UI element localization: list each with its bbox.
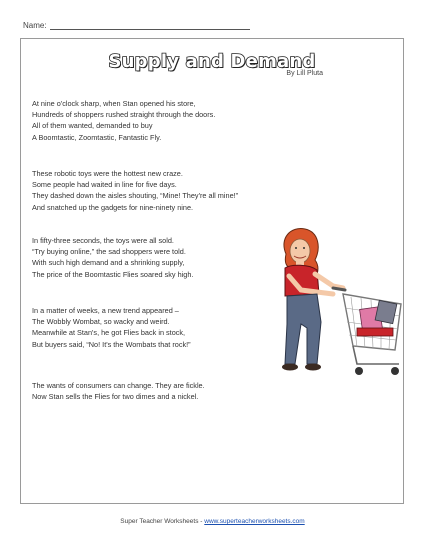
stanza-4 [32, 305, 191, 350]
woman-pushing-shopping-cart-icon [261, 224, 403, 384]
stanza-1 [32, 98, 215, 143]
poem-title: Supply and Demand [108, 51, 316, 72]
poem-line: At nine o'clock sharp, when Stan opened his store, [32, 99, 196, 108]
footer-site-name: Super Teacher Worksheets [120, 518, 199, 525]
poem-line: A Boomtastic, Zoomtastic, Fantastic Fly. [32, 132, 162, 142]
poem-line: The price of the Boomtastic Flies soared sky high. [32, 269, 194, 279]
poem-line: All of them wanted, demanded to buy [32, 121, 153, 131]
poem-line: Now Stan sells the Flies for two dimes and a nickel. [32, 392, 199, 402]
name-label: Name: [23, 21, 47, 30]
poem-line: The wants of consumers can change. They are fickle. [32, 381, 205, 390]
poem-line: Hundreds of shoppers rushed straight through the doors. [32, 110, 216, 120]
footer-url-link[interactable]: www.superteacherworksheets.com [204, 518, 305, 525]
poem-line: “Try buying online,” the sad shoppers were told. [32, 247, 186, 257]
poem-line: In a matter of weeks, a new trend appeared – [32, 306, 179, 315]
poem-line: They dashed down the aisles shouting, “Mine! They're all mine!” [32, 191, 239, 201]
worksheet-frame [20, 38, 404, 504]
footer-separator: - [200, 518, 203, 525]
footer [0, 518, 425, 525]
name-field-row [23, 21, 250, 30]
poem-line: And snatched up the gadgets for nine-ninety nine. [32, 202, 194, 212]
poem-line: The Wobbly Wombat, so wacky and weird. [32, 317, 170, 327]
poem-line: But buyers said, “No! It's the Wombats that rock!” [32, 339, 191, 349]
name-blank-line[interactable] [50, 21, 250, 30]
stanza-2 [32, 168, 238, 213]
poem-line: With such high demand and a shrinking supply, [32, 258, 185, 268]
stanza-5 [32, 380, 205, 402]
poem-line: These robotic toys were the hottest new craze. [32, 169, 183, 178]
poem-byline: By Lill Pluta [286, 70, 323, 77]
stanza-3 [32, 235, 193, 280]
poem-line: Meanwhile at Stan's, he got Flies back in stock, [32, 328, 186, 338]
poem-line: In fifty-three seconds, the toys were all sold. [32, 236, 174, 245]
poem-line: Some people had waited in line for five days. [32, 180, 177, 190]
